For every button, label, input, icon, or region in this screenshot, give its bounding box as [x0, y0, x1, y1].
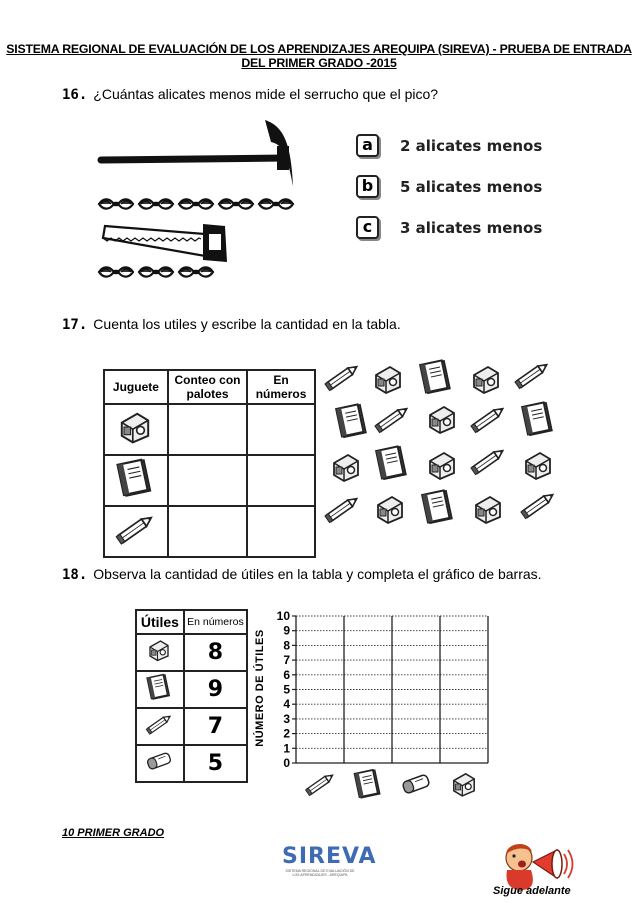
sharpener-icon: [376, 367, 400, 393]
sharpener-icon: [105, 405, 165, 449]
option-text: 2 alicates menos: [400, 137, 543, 155]
y-tick-label: 1: [283, 741, 290, 756]
row-icon-cell: [136, 708, 184, 745]
value-cell: 7: [184, 708, 247, 745]
y-tick-label: 4: [283, 697, 290, 712]
tally-cell[interactable]: [168, 455, 247, 506]
col-header-toy: Juguete: [104, 370, 168, 404]
saw-icon: [103, 224, 227, 262]
question-18: [62, 566, 542, 583]
question-text: ¿Cuántas alicates menos mide el serrucho que el pico?: [93, 86, 439, 102]
sharpener-icon: [378, 497, 402, 523]
plier-row-saw: [99, 267, 213, 276]
pencil-icon: [375, 405, 409, 432]
logo-text: SIREVA: [282, 844, 377, 869]
logo-subtitle: SISTEMA REGIONAL DE EVALUACIÓN DE LOS APRENDIZAJES - AREQUIPA: [285, 869, 355, 877]
row-icon-cell: [136, 634, 184, 671]
chart-canvas[interactable]: [256, 606, 496, 806]
sharpener-icon: [430, 453, 454, 479]
y-tick-label: 6: [283, 667, 290, 682]
footer-encouragement: Sigue adelante: [493, 885, 571, 897]
question-number: 17.: [62, 317, 88, 333]
y-tick-label: 5: [283, 682, 290, 697]
sharpener-icon: [476, 497, 500, 523]
col-header-number: En números: [184, 610, 247, 634]
bar-chart: [256, 606, 496, 806]
pencil-icon: [515, 361, 549, 388]
y-tick-label: 8: [283, 638, 290, 653]
pencil-icon: [137, 709, 181, 739]
pencil-icon: [105, 507, 165, 551]
tally-table: [103, 369, 316, 558]
pencil-icon: [521, 491, 555, 518]
col-header-number: En números: [247, 370, 315, 404]
number-cell[interactable]: [247, 404, 315, 455]
pencil-icon: [306, 772, 335, 795]
question-text: Observa la cantidad de útiles en la tabla y completa el gráfico de barras.: [93, 566, 542, 582]
option-text: 3 alicates menos: [400, 219, 543, 237]
megaphone-kid-icon: [497, 836, 577, 892]
notebook-icon: [336, 404, 366, 437]
row-icon-cell: [104, 404, 168, 455]
tally-cell[interactable]: [168, 404, 247, 455]
row-icon-cell: [104, 506, 168, 557]
notebook-icon: [422, 490, 452, 523]
option-letter: b: [356, 175, 379, 198]
supplies-table: [135, 609, 248, 783]
option-text: 5 alicates menos: [400, 178, 543, 196]
sharpener-icon: [454, 774, 474, 796]
value-cell: 5: [184, 745, 247, 782]
page-header: SISTEMA REGIONAL DE EVALUACIÓN DE LOS APRENDIZAJES AREQUIPA (SIREVA) - PRUEBA DE ENTRADA DEL PRIMER GRADO -2015: [6, 42, 632, 70]
sharpener-icon: [526, 453, 550, 479]
question-17: [62, 316, 401, 333]
number-cell[interactable]: [247, 455, 315, 506]
sharpener-icon: [334, 455, 358, 481]
col-header-supplies: Útiles: [136, 610, 184, 634]
tally-cell[interactable]: [168, 506, 247, 557]
eraser-icon: [137, 746, 181, 776]
y-tick-label: 3: [283, 711, 290, 726]
sharpener-icon: [474, 367, 498, 393]
notebook-icon: [420, 360, 450, 393]
pickaxe-icon: [101, 120, 293, 186]
question-number: 16.: [62, 87, 88, 103]
notebook-icon: [105, 456, 165, 500]
y-tick-label: 2: [283, 726, 290, 741]
question-16: [62, 86, 438, 103]
y-tick-label: 9: [283, 623, 290, 638]
pencil-icon: [325, 495, 359, 522]
eraser-icon: [402, 774, 430, 794]
value-cell: 9: [184, 671, 247, 708]
number-cell[interactable]: [247, 506, 315, 557]
sireva-logo: [282, 844, 377, 885]
pencil-icon: [471, 447, 505, 474]
option-a[interactable]: [356, 134, 556, 158]
col-header-tally: Conteo con palotes: [168, 370, 247, 404]
y-axis-label: NÚMERO DE ÚTILES: [254, 629, 266, 747]
notebook-icon: [376, 446, 406, 479]
notebook-icon: [355, 770, 380, 798]
sharpener-icon: [430, 407, 454, 433]
row-icon-cell: [136, 745, 184, 782]
pencil-icon: [471, 405, 505, 432]
question-text: Cuenta los utiles y escribe la cantidad en la tabla.: [93, 316, 401, 332]
y-tick-label: 7: [283, 653, 290, 668]
option-letter: c: [356, 216, 379, 239]
sharpener-icon: [137, 635, 181, 665]
page-footer-grade: 10 PRIMER GRADO: [62, 827, 165, 839]
notebook-icon: [137, 672, 181, 702]
plier-row-pickaxe: [99, 199, 293, 208]
notebook-icon: [522, 402, 552, 435]
y-tick-label: 0: [283, 756, 290, 770]
option-b[interactable]: [356, 175, 556, 199]
row-icon-cell: [104, 455, 168, 506]
question-number: 18.: [62, 567, 88, 583]
tools-illustration: [95, 112, 330, 282]
row-icon-cell: [136, 671, 184, 708]
y-tick-label: 10: [276, 609, 290, 623]
value-cell: 8: [184, 634, 247, 671]
option-letter: a: [356, 134, 379, 157]
school-supplies-scatter: [322, 355, 562, 535]
pencil-icon: [325, 363, 359, 390]
option-c[interactable]: [356, 216, 556, 240]
